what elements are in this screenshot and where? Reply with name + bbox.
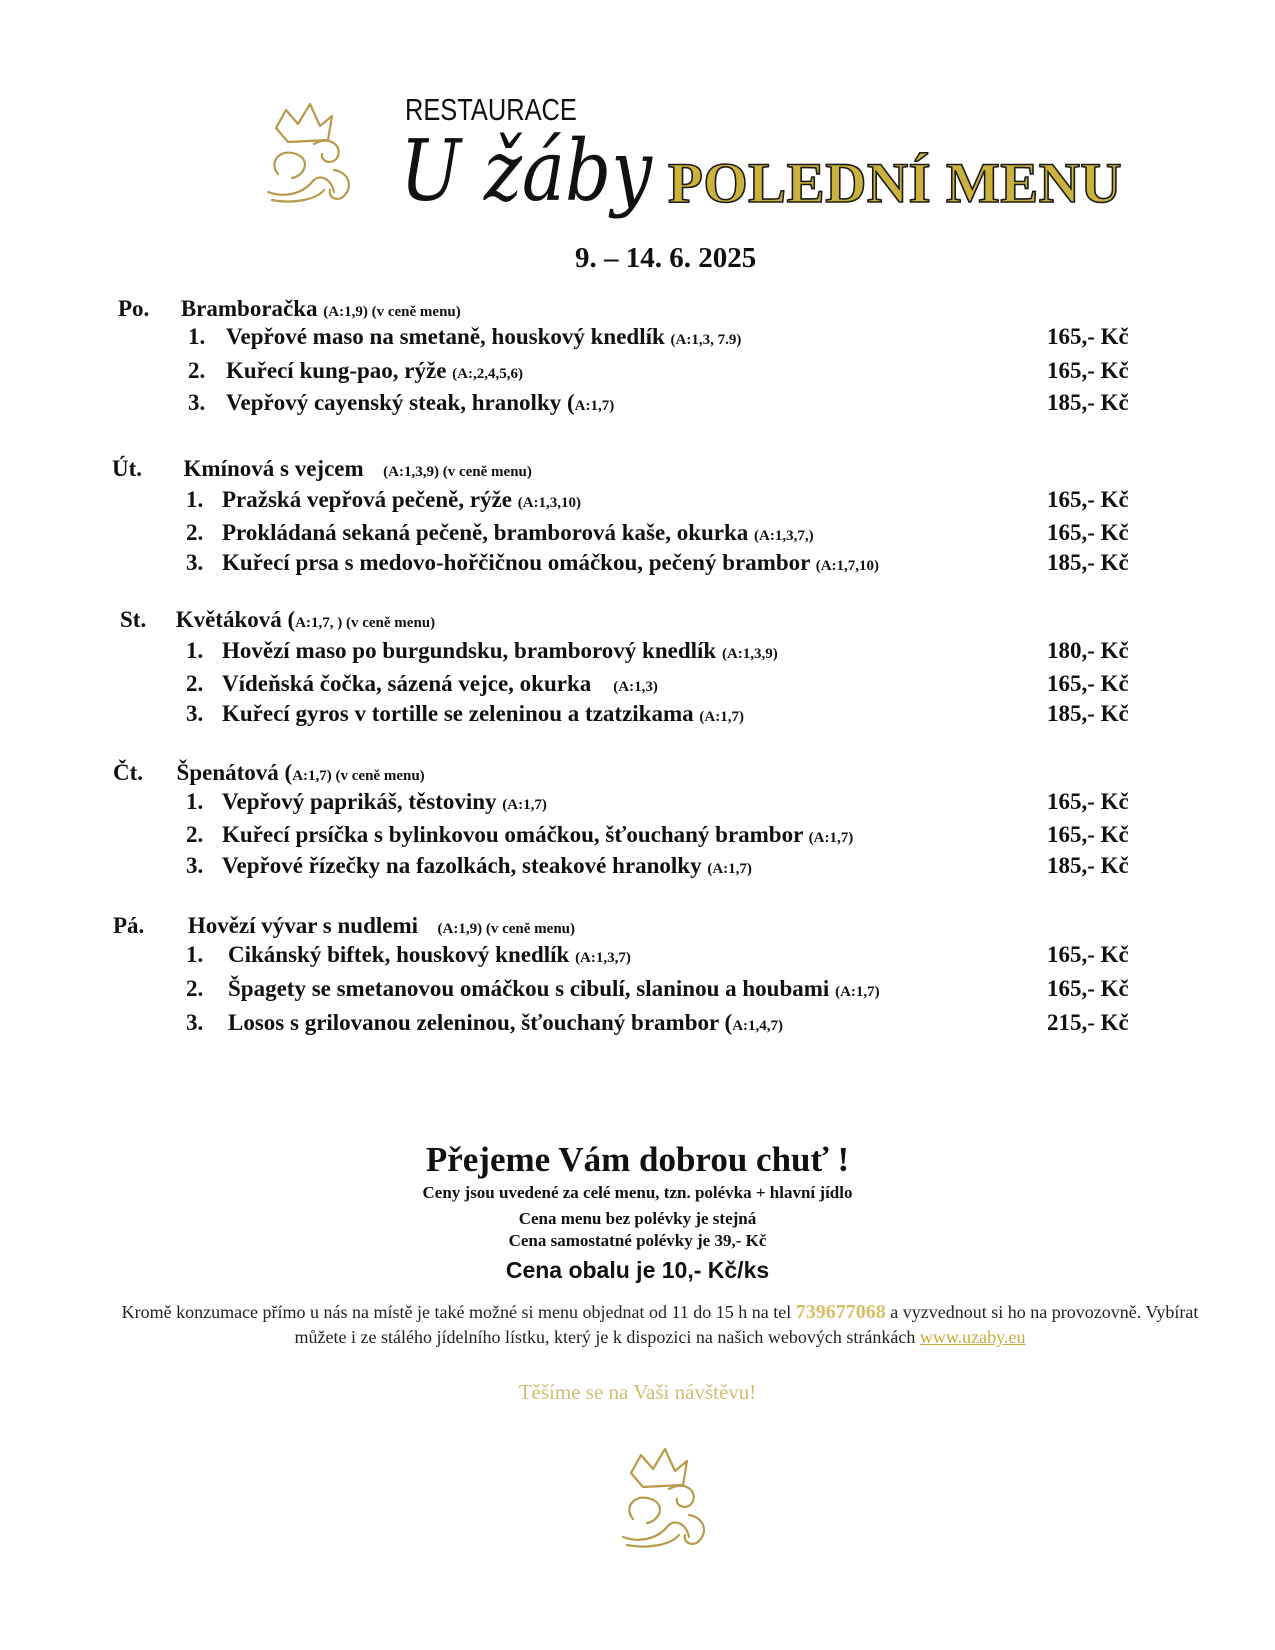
dish-allergens: (A:1,7,10): [815, 558, 880, 574]
menu-item: [0, 940, 1275, 970]
day-heading: [112, 455, 532, 486]
item-dish: [222, 669, 658, 702]
item-price: 180,- Kč: [1047, 638, 1129, 663]
item-number: 3.: [188, 390, 206, 415]
day-label: Čt.: [113, 760, 144, 785]
day-heading: [120, 606, 435, 637]
item-dish: [222, 548, 879, 581]
day-label: St.: [120, 607, 147, 632]
item-number: 3.: [186, 701, 204, 726]
day-label: Pá.: [113, 913, 145, 938]
dish-name: Cikánský biftek, houskový knedlík: [228, 942, 570, 967]
dish-name: Vepřové řízečky na fazolkách, steakové hranolky: [222, 853, 702, 878]
phone-number[interactable]: 739677068: [795, 1301, 886, 1323]
menu-item: [0, 787, 1275, 817]
item-number: 1.: [186, 942, 204, 967]
item-number: 2.: [186, 822, 204, 847]
bon-appetit-heading: Přejeme Vám dobrou chuť !: [425, 1140, 850, 1179]
menu-item: [0, 548, 1275, 578]
item-price: 165,- Kč: [1047, 487, 1129, 512]
menu-item: [0, 322, 1275, 352]
dish-name: Vepřový cayenský steak, hranolky (: [226, 390, 575, 415]
item-number: 2.: [188, 358, 206, 383]
item-price: 215,- Kč: [1047, 1010, 1129, 1035]
dish-allergens: (A:1,7): [699, 709, 744, 725]
item-price: 165,- Kč: [1047, 358, 1129, 383]
item-dish: [226, 388, 614, 421]
soup-name: Kmínová s vejcem: [183, 456, 364, 481]
price-note: Cena samostatné polévky je 39,- Kč: [508, 1231, 767, 1250]
item-number: 1.: [186, 638, 204, 663]
item-dish: [222, 636, 778, 669]
soup-name: Bramboračka: [180, 296, 318, 321]
dish-name: Špagety se smetanovou omáčkou s cibulí, slaninou a houbami: [228, 976, 830, 1001]
dish-allergens: (A:1,3,7): [575, 950, 631, 966]
brand-script-title: U žáby: [400, 122, 653, 220]
dish-allergens: (A:1,3,7,): [754, 528, 814, 544]
dish-allergens: (A:1,3,10): [517, 495, 582, 511]
item-dish: [222, 518, 814, 551]
order-info: [120, 1300, 1200, 1350]
soup-allergens: A:1,7, ) (v ceně menu): [295, 615, 436, 631]
dish-name: Kuřecí kung-pao, rýže: [226, 358, 447, 383]
menu-item: [0, 974, 1275, 1004]
item-dish: [228, 1008, 783, 1041]
item-dish: [226, 322, 741, 355]
dish-allergens: (A:1,3): [613, 679, 658, 695]
soup-name: Květáková (: [175, 607, 296, 632]
price-note: Ceny jsou uvedené za celé menu, tzn. polévka + hlavní jídlo: [422, 1183, 853, 1202]
item-number: 1.: [188, 324, 206, 349]
day-label: Út.: [112, 456, 143, 481]
item-number: 3.: [186, 853, 204, 878]
item-price: 165,- Kč: [1047, 789, 1129, 814]
soup-allergens: A:1,7) (v ceně menu): [292, 768, 425, 784]
item-number: 2.: [186, 976, 204, 1001]
menu-item: [0, 636, 1275, 666]
dish-name: Hovězí maso po burgundsku, bramborový knedlík: [222, 638, 717, 663]
soup-allergens: (A:1,3,9) (v ceně menu): [383, 464, 532, 480]
dish-name: Losos s grilovanou zeleninou, šťouchaný brambor (: [228, 1010, 733, 1035]
dish-allergens: (A:1,7): [835, 984, 880, 1000]
dish-allergens: (A:,2,4,5,6): [452, 366, 523, 382]
soup-name: Hovězí vývar s nudlemi: [187, 913, 419, 938]
dish-name: Kuřecí prsa s medovo-hořčičnou omáčkou, pečený brambor: [222, 550, 810, 575]
day-heading: [113, 759, 425, 790]
item-dish: [226, 356, 523, 389]
item-dish: [222, 787, 547, 820]
website-link[interactable]: www.uzaby.eu: [919, 1327, 1026, 1347]
dish-name: Vepřové maso na smetaně, houskový knedlík: [226, 324, 665, 349]
soup-name: Špenátová (: [176, 760, 293, 785]
item-dish: [222, 699, 744, 732]
menu-item: [0, 699, 1275, 729]
item-price: 185,- Kč: [1047, 701, 1129, 726]
item-price: 165,- Kč: [1047, 324, 1129, 349]
item-number: 3.: [186, 1010, 204, 1035]
item-price: 165,- Kč: [1047, 822, 1129, 847]
menu-item: [0, 669, 1275, 699]
order-info-text: Kromě konzumace přímo u nás na místě je také možné si menu objednat od 11 do 15 h na tel: [121, 1302, 792, 1322]
menu-item: [0, 518, 1275, 548]
item-dish: [222, 851, 752, 884]
item-dish: [222, 820, 853, 853]
item-price: 165,- Kč: [1047, 520, 1129, 545]
dish-allergens: (A:1,3, 7.9): [670, 332, 742, 348]
item-price: 185,- Kč: [1047, 853, 1129, 878]
price-note: Cena menu bez polévky je stejná: [518, 1209, 757, 1228]
packaging-price: Cena obalu je 10,- Kč/ks: [505, 1257, 770, 1283]
dish-allergens: (A:1,3,9): [721, 646, 778, 662]
item-dish: [228, 974, 880, 1007]
dish-allergens: (A:1,7): [502, 797, 547, 813]
crown-frog-logo-icon: [262, 100, 362, 208]
brand-small-title: RESTAURACE: [405, 92, 577, 127]
item-number: 3.: [186, 550, 204, 575]
item-number: 1.: [186, 789, 204, 814]
item-number: 2.: [186, 671, 204, 696]
menu-item: [0, 356, 1275, 386]
dish-name: Prokládaná sekaná pečeně, bramborová kaše, okurka: [222, 520, 749, 545]
dish-allergens: (A:1,7): [808, 830, 854, 846]
page-title: POLEDNÍ MENU: [668, 152, 1123, 215]
item-price: 185,- Kč: [1047, 390, 1129, 415]
item-price: 185,- Kč: [1047, 550, 1129, 575]
date-range: 9. – 14. 6. 2025: [575, 242, 757, 274]
dish-allergens: (A:1,7): [707, 861, 752, 877]
menu-item: [0, 1008, 1275, 1038]
item-price: 165,- Kč: [1047, 942, 1129, 967]
item-price: 165,- Kč: [1047, 976, 1129, 1001]
menu-item: [0, 851, 1275, 881]
dish-name: Kuřecí prsíčka s bylinkovou omáčkou, šťouchaný brambor: [222, 822, 803, 847]
menu-item: [0, 485, 1275, 515]
crown-frog-logo-icon: [617, 1445, 717, 1553]
menu-item: [0, 388, 1275, 418]
soup-allergens: (A:1,9) (v ceně menu): [437, 921, 575, 937]
item-dish: [228, 940, 631, 973]
item-number: 2.: [186, 520, 204, 545]
dish-name: Vepřový paprikáš, těstoviny: [222, 789, 497, 814]
item-dish: [222, 485, 581, 518]
dish-name: Pražská vepřová pečeně, rýže: [222, 487, 512, 512]
menu-item: [0, 820, 1275, 850]
soup-allergens: (A:1,9) (v ceně menu): [323, 304, 461, 320]
dish-allergens: A:1,7): [574, 398, 615, 414]
item-number: 1.: [186, 487, 204, 512]
day-label: Po.: [118, 296, 150, 321]
order-info-text-2: a vyzvednout si ho na provozovně. Vybírat můžete i ze stálého jídelního lístku, který je k dispozici na našich webových stránkách: [294, 1302, 1199, 1347]
day-heading: [113, 912, 575, 943]
dish-name: Kuřecí gyros v tortille se zeleninou a tzatzikama: [222, 701, 694, 726]
dish-allergens: A:1,4,7): [732, 1018, 784, 1034]
dish-name: Vídeňská čočka, sázená vejce, okurka: [222, 671, 592, 696]
item-price: 165,- Kč: [1047, 671, 1129, 696]
thanks-message: Těšíme se na Vaši návštěvu!: [518, 1380, 757, 1404]
